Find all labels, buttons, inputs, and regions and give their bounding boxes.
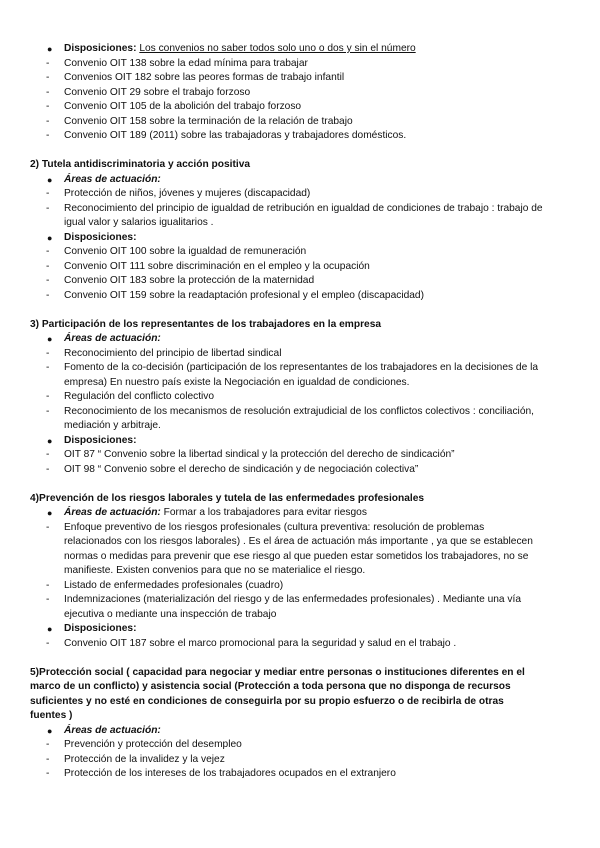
disposiciones-bullet-3: ● Disposiciones: <box>47 434 137 446</box>
section-4-title: 4)Prevención de los riesgos laborales y tutela de las enfermedades profesionales <box>30 492 425 504</box>
list-item: - Protección de los intereses de los trabajadores ocupados en el extranjero <box>46 768 396 779</box>
list-item-continuation: igual valor y salarios igualitarios . <box>64 217 214 228</box>
disposiciones-bullet-2: ● Disposiciones: <box>47 231 137 243</box>
disposiciones-label: Disposiciones: <box>64 43 137 54</box>
section-5-title: fuentes ) <box>30 710 73 721</box>
list-item: - Convenio OIT 105 de la abolición del trabajo forzoso <box>46 101 302 112</box>
disposiciones-label: Disposiciones: <box>64 623 137 634</box>
section-5-title: suficientes y no esté en condiciones de conseguirla por su propio esfuerzo o de recibirla de otras <box>30 695 504 707</box>
list-item: - Protección de la invalidez y la vejez <box>46 753 225 765</box>
list-item: - Convenio OIT 100 sobre la igualdad de remuneración <box>46 246 307 257</box>
list-item-continuation: empresa) En nuestro país existe la Negociación en igualdad de condiciones. <box>64 376 410 388</box>
section-2-title: 2) Tutela antidiscriminatoria y acción positiva <box>30 159 251 170</box>
bullet-marker: ● <box>47 44 53 54</box>
areas-label: Áreas de actuación: <box>64 724 161 736</box>
disposiciones-bullet-4: ● Disposiciones: <box>47 623 137 634</box>
document-page <box>30 42 586 782</box>
areas-bullet-3: ● Áreas de actuación: <box>47 333 161 344</box>
list-item-continuation: manifieste. Existen convenios para que no se materialice el riesgo. <box>64 565 366 576</box>
spacer <box>30 651 586 666</box>
list-item: - Fomento de la co-decisión (participación de los representantes de los trabajadores en la decisiones de la <box>46 362 538 373</box>
areas-inline-text: Formar a los trabajadores para evitar riesgos <box>160 507 367 518</box>
list-item-continuation: normas o medidas para prevenir que ese riesgo al que pueden estar sometidos los trabajadores, no se <box>64 550 529 562</box>
list-item: - OIT 87 “ Convenio sobre la libertad sindical y la protección del derecho de sindicación” <box>46 449 455 460</box>
disposiciones-bullet-1 <box>30 42 586 57</box>
areas-bullet-2: ● Áreas de actuación: <box>47 173 161 185</box>
list-item: - Reconocimiento del principio de igualdad de retribución en igualdad de condiciones de trabajo : trabajo de <box>46 202 543 214</box>
list-item: - Convenios OIT 182 sobre las peores formas de trabajo infantil <box>46 72 345 83</box>
list-item: - Convenio OIT 187 sobre el marco promocional para la seguridad y salud en el trabajo . <box>46 637 457 649</box>
list-item: - Convenio OIT 138 sobre la edad mínima para trabajar <box>46 57 308 69</box>
areas-label: Áreas de actuación: <box>64 507 161 518</box>
areas-bullet-5: ● Áreas de actuación: <box>47 724 161 736</box>
list-item: - Reconocimiento del principio de libertad sindical <box>46 347 282 359</box>
section-5-title: 5)Protección social ( capacidad para negociar y mediar entre personas o instituciones diferentes en el <box>30 666 525 678</box>
list-item: - Reconocimiento de los mecanismos de resolución extrajudicial de los conflictos colectivos : conciliación, <box>46 405 534 417</box>
disposiciones-label: Disposiciones: <box>64 434 137 446</box>
disposiciones-label: Disposiciones: <box>64 231 137 243</box>
spacer <box>30 144 586 159</box>
list-item: - Prevención y protección del desempleo <box>46 739 242 750</box>
list-item: - Listado de enfermedades profesionales (cuadro) <box>46 579 284 591</box>
list-item: - OIT 98 “ Convenio sobre el derecho de sindicación y de negociación colectiva” <box>46 463 419 475</box>
list-item: - Convenio OIT 183 sobre la protección de la maternidad <box>46 275 315 286</box>
spacer <box>30 303 586 318</box>
section-5-title: marco de un conflicto) y asistencia social (Protección a toda persona que no disponga de recursos <box>30 681 511 692</box>
section-3-title: 3) Participación de los representantes de los trabajadores en la empresa <box>30 318 382 330</box>
list-item: - Indemnizaciones (materialización del riesgo y de las enfermedades profesionales) . Mediante una vía <box>46 594 521 605</box>
list-item-continuation: ejecutiva o mediante una inspección de trabajo <box>64 608 277 620</box>
areas-label: Áreas de actuación: <box>64 173 161 185</box>
list-item: - Convenio OIT 29 sobre el trabajo forzoso <box>46 86 251 98</box>
disposiciones-note: Los convenios no saber todos solo uno o dos y sin el número <box>139 43 416 54</box>
list-item-continuation: mediación y arbitraje. <box>64 420 161 431</box>
list-item: - Convenio OIT 111 sobre discriminación en el empleo y la ocupación <box>46 260 370 272</box>
list-item: - Regulación del conflicto colectivo <box>46 391 215 402</box>
spacer <box>30 477 586 492</box>
list-item: - Convenio OIT 159 sobre la readaptación profesional y el empleo (discapacidad) <box>46 289 424 301</box>
areas-bullet-4: ● Áreas de actuación: Formar a los trabajadores para evitar riesgos <box>47 507 367 518</box>
list-item: - Enfoque preventivo de los riesgos profesionales (cultura preventiva: resolución de problemas <box>46 521 485 533</box>
areas-label: Áreas de actuación: <box>64 333 161 344</box>
list-item: - Protección de niños, jóvenes y mujeres (discapacidad) <box>46 188 311 199</box>
list-item-continuation: relacionados con los riesgos laborales) . Es el área de actuación más importante , ya que se establecen <box>64 536 533 547</box>
list-item: - Convenio OIT 189 (2011) sobre las trabajadoras y trabajadores domésticos. <box>46 130 407 141</box>
list-item: - Convenio OIT 158 sobre la terminación de la relación de trabajo <box>46 115 353 127</box>
